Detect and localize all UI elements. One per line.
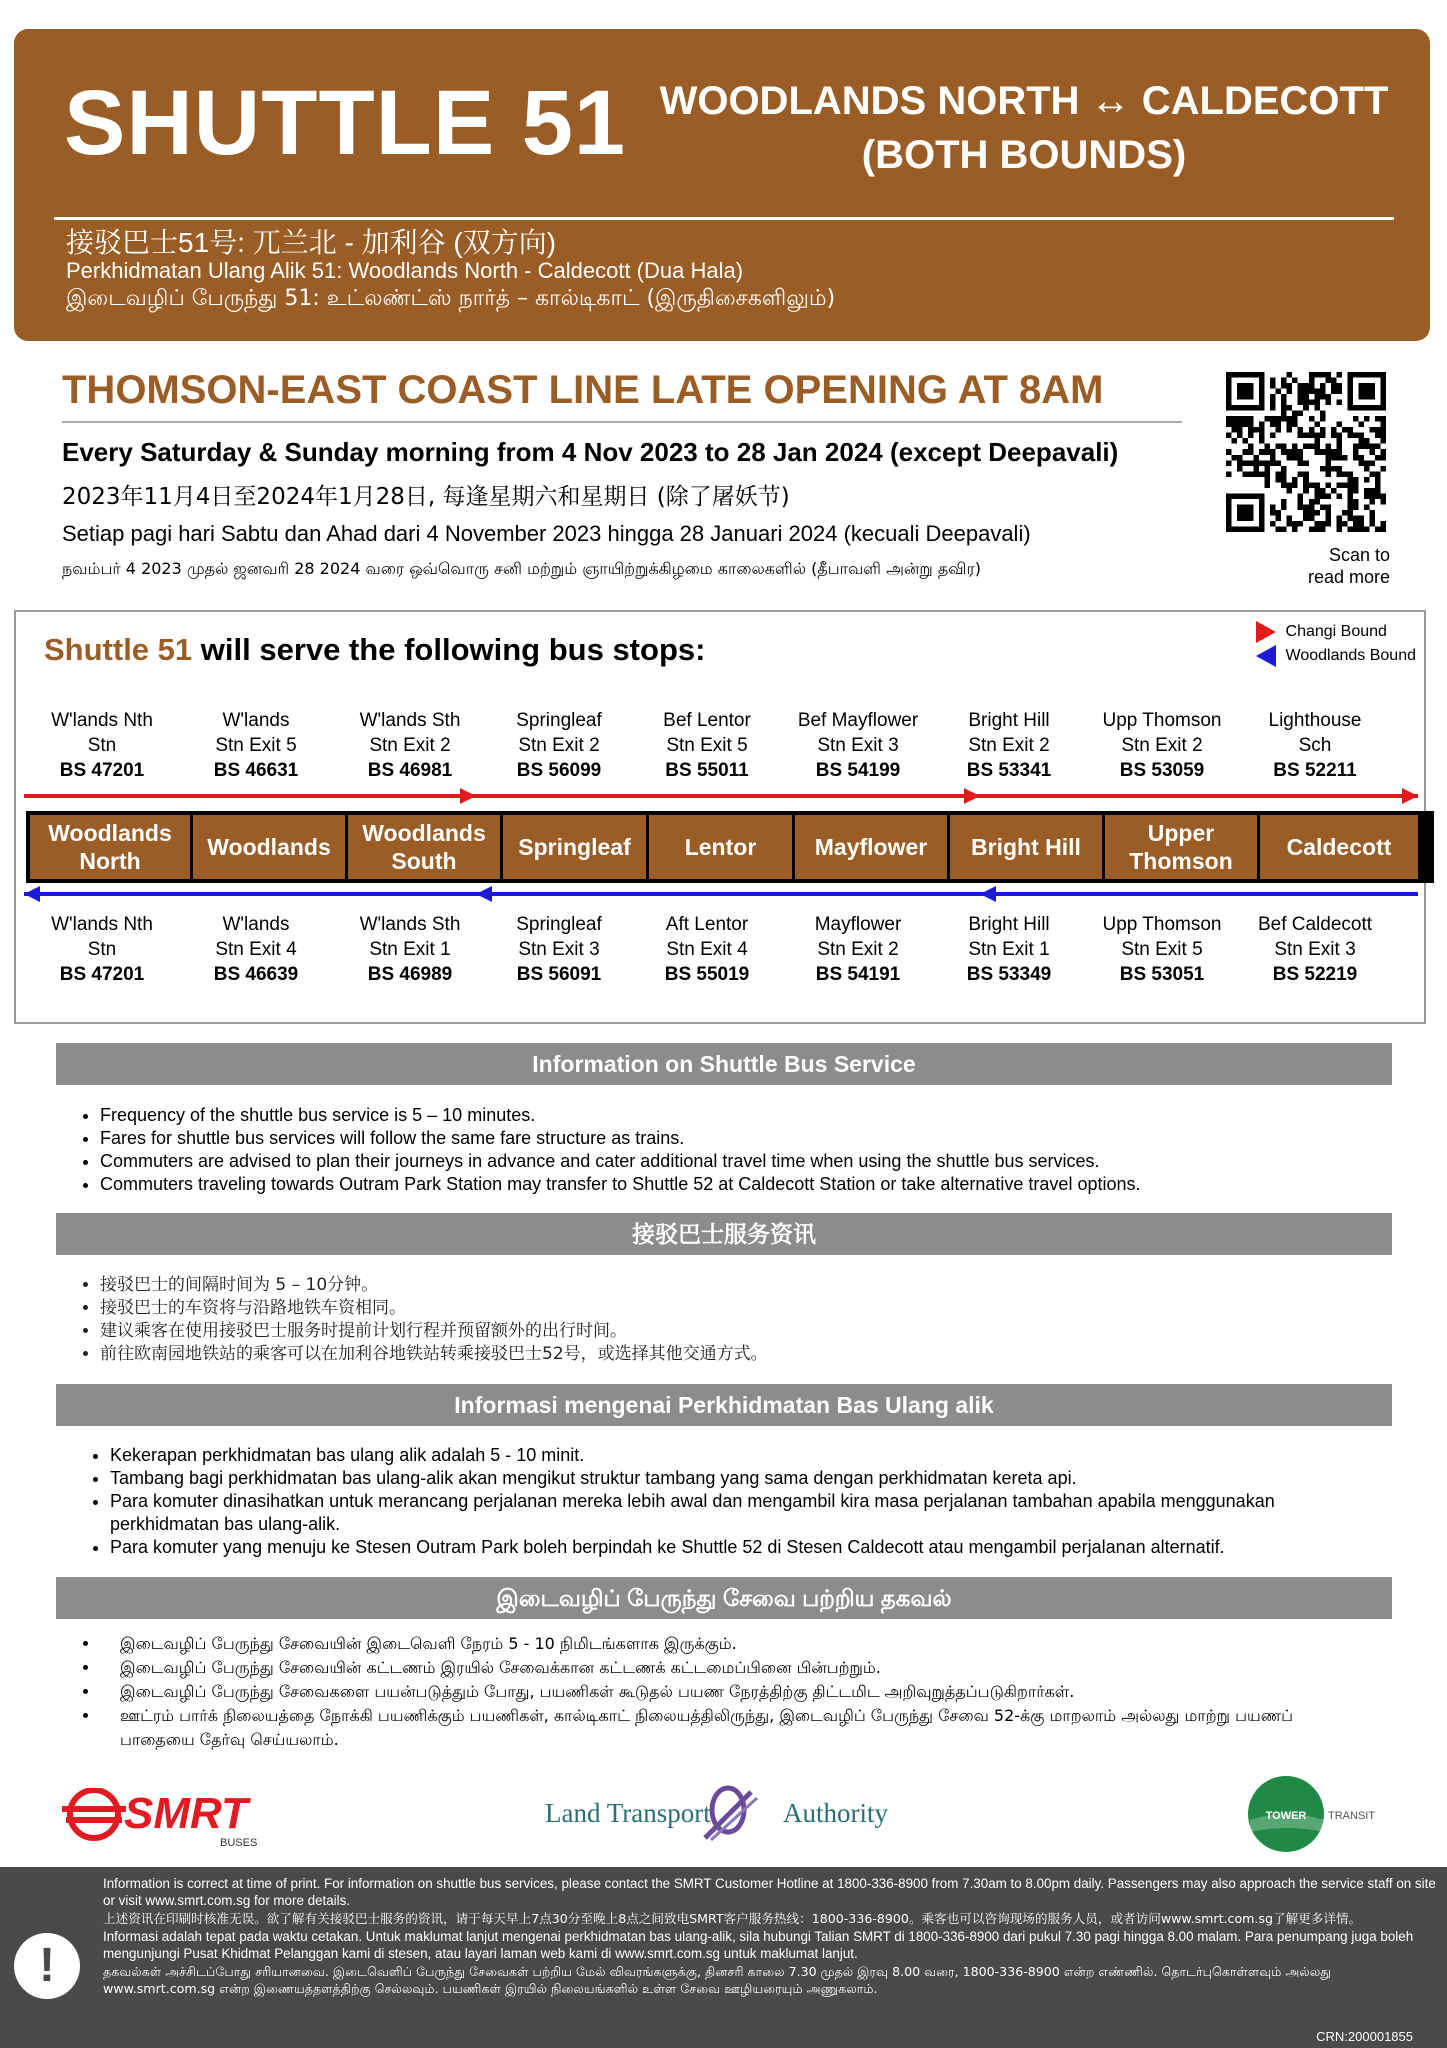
stop-code: BS 53349 — [966, 964, 1052, 985]
schedule-english: Every Saturday & Sunday morning from 4 Nov 2023 to 28 Jan 2024 (except Deepavali) — [62, 437, 1119, 467]
direction-arrowhead — [460, 788, 476, 804]
stop-exit: Stn Exit 2 — [1121, 735, 1203, 756]
stop-exit: Stn Exit 4 — [666, 939, 748, 960]
stop-name: W'lands — [222, 914, 290, 935]
stop-name: W'lands — [222, 710, 290, 731]
schedule-chinese: 2023年11月4日至2024年1月28日, 每逢星期六和星期日 (除了屠妖节) — [62, 484, 790, 510]
legend-woodlands — [1256, 644, 1416, 668]
footer-english: Information is correct at time of print. For information on shuttle bus services, please contact the SMRT Customer Hotline at 1800-336-8900 from 7.30am to 8.00pm daily. Passengers may also approach the service staff on site or visit www.smrt.com.sg for more details. — [103, 1876, 1436, 1908]
qr-caption — [1270, 544, 1390, 588]
changi-bound-stop-2 — [178, 708, 334, 783]
changi-bound-arrow-icon — [1256, 621, 1276, 643]
stop-name: Upp Thomson — [1102, 914, 1222, 935]
list-item: • Para komuter dinasihatkan untuk merancang perjalanan mereka lebih awal dan mengambil kira masa perjalanan tambahan apabila menggunakan perkhidmatan bas ulang-alik. — [110, 1490, 1380, 1536]
lta-wordmark-right: Authority — [783, 1798, 888, 1828]
info-malay-list — [90, 1444, 1380, 1559]
station-woodlands: Woodlands — [193, 815, 345, 879]
woodlands-bound-stop-8 — [1084, 912, 1240, 987]
stop-name: W'lands Sth — [359, 914, 461, 935]
list-item: • Commuters are advised to plan their journeys in advance and cater additional travel time when using the shuttle bus services. — [100, 1150, 1380, 1173]
stop-name: Bef Lentor — [663, 710, 751, 731]
info-malay-title: Informasi mengenai Perkhidmatan Bas Ulang alik — [56, 1384, 1392, 1426]
woodlands-bound-stops — [26, 912, 1416, 987]
info-english-title: Information on Shuttle Bus Service — [56, 1043, 1392, 1085]
direction-arrowhead — [980, 886, 996, 902]
stop-name: Aft Lentor — [665, 914, 749, 935]
smrt-buses-label: BUSES — [220, 1837, 258, 1849]
stop-name: Springleaf — [516, 710, 602, 731]
list-item: • இடைவழிப் பேருந்து சேவையின் இடைவெளி நேரம் 5 - 10 நிமிடங்களாக இருக்கும். — [100, 1632, 1320, 1656]
stop-code: BS 46989 — [367, 964, 453, 985]
stop-code: BS 47201 — [59, 760, 145, 781]
translated-titles — [66, 229, 835, 313]
legend-changi — [1256, 620, 1416, 644]
stop-code: BS 53059 — [1119, 760, 1205, 781]
woodlands-bound-stop-1 — [26, 912, 178, 987]
info-chinese-title: 接驳巴士服务资讯 — [56, 1213, 1392, 1255]
stop-code: BS 56091 — [516, 964, 602, 985]
stop-code: BS 54191 — [815, 964, 901, 985]
stop-code: BS 56099 — [516, 760, 602, 781]
woodlands-bound-stop-9 — [1240, 912, 1390, 987]
stop-name: Upp Thomson — [1102, 710, 1222, 731]
changi-bound-stop-5 — [632, 708, 782, 783]
station-strip — [26, 811, 1434, 883]
route-block — [639, 74, 1409, 182]
stop-exit: Stn Exit 2 — [369, 735, 451, 756]
stop-exit: Stn Exit 3 — [518, 939, 600, 960]
direction-arrowhead — [24, 886, 40, 902]
tower-transit-logo — [1246, 1772, 1386, 1861]
list-item: • Fares for shuttle bus services will follow the same fare structure as trains. — [100, 1127, 1380, 1150]
stop-code: BS 54199 — [815, 760, 901, 781]
tower-transit-logo-icon — [1246, 1772, 1386, 1856]
list-item: • இடைவழிப் பேருந்து சேவையின் கட்டணம் இரயில் சேவைக்கான கட்டணக் கட்டமைப்பினை பின்பற்றும். — [100, 1656, 1320, 1680]
lta-wordmark-left: Land Transport — [545, 1798, 711, 1828]
transit-label: TRANSIT — [1328, 1810, 1376, 1822]
lta-logo-icon — [545, 1784, 905, 1844]
route-bounds: (BOTH BOUNDS) — [861, 133, 1187, 177]
list-item: • 建议乘客在使用接驳巴士服务时提前计划行程并预留额外的出行时间。 — [100, 1320, 1380, 1343]
stop-code: BS 46981 — [367, 760, 453, 781]
woodlands-bound-stop-2 — [178, 912, 334, 987]
list-item: • Para komuter yang menuju ke Stesen Outram Park boleh berpindah ke Shuttle 52 di Stesen Caldecott atau mengambil perjalanan alternatif. — [110, 1536, 1380, 1559]
footer-malay: Informasi adalah tepat pada waktu cetakan. Untuk maklumat lanjut mengenai perkhidmatan bas ulang-alik, sila hubungi Talian SMRT di 1800-336-8900 dari pukul 7.30 pagi hingga 8.00 malam. Para penumpang juga boleh mengunjungi Pusat Khidmat Pelanggan kami di stesen, atau layari laman web kami di www.smrt.com.sg untuk maklumat lanjut. — [103, 1929, 1414, 1961]
footer-tamil: தகவல்கள் அச்சிடப்போது சரியானவை. இடைவெளிப் பேருந்து சேவைகள் பற்றிய மேல் விவரங்களுக்கு, தினசரி காலை 7.30 முதல் இரவு 8.00 வரை, 1800-336-8900 என்ற எண்ணில். தொடர்புகொள்ளவும் அல்லது www.smrt.com.sg என்ற இணையத்தளத்திற்கு செல்லவும். பயணிகள் இரயில் நிலையங்களில் உள்ள சேவை ஊழியரையும் அணுகலாம். — [103, 1964, 1332, 1996]
list-item: • ஊட்ரம் பார்க் நிலையத்தை நோக்கி பயணிக்கும் பயணிகள், கால்டிகாட் நிலையத்திலிருந்து, இடைவழிப் பேருந்து சேவை 52-க்கு மாறலாம் அல்லது மாற்று பயணப் பாதையை தேர்வு செய்யலாம். — [100, 1704, 1320, 1752]
info-tamil-list — [80, 1632, 1320, 1752]
route-name: WOODLANDS NORTH ↔ CALDECOTT — [659, 79, 1389, 123]
crn-number: CRN:200001855 — [1316, 2029, 1413, 2044]
list-item: • இடைவழிப் பேருந்து சேவைகளை பயன்படுத்தும் போது, பயணிகள் கூடுதல் பயண நேரத்திற்கு திட்டமிட அறிவுறுத்தப்படுகிறார்கள். — [100, 1680, 1320, 1704]
direction-arrowhead — [1402, 788, 1418, 804]
service-title: SHUTTLE 51 — [64, 72, 627, 174]
qr-caption-line-2: read more — [1307, 567, 1390, 587]
changi-bound-stop-7 — [934, 708, 1084, 783]
changi-bound-stop-4 — [486, 708, 632, 783]
late-opening-title: THOMSON-EAST COAST LINE LATE OPENING AT 8AM — [62, 368, 1182, 423]
station-caldecott: Caldecott — [1260, 815, 1418, 879]
stop-exit: Stn Exit 1 — [369, 939, 451, 960]
stop-exit: Stn Exit 2 — [817, 939, 899, 960]
smrt-wordmark: SMRT — [124, 1789, 248, 1838]
station-bright-hill: Bright Hill — [950, 815, 1102, 879]
title-chinese: 接驳巴士51号: 兀兰北 - 加利谷 (双方向) — [66, 227, 557, 258]
stop-exit: Stn Exit 3 — [817, 735, 899, 756]
qr-code-icon[interactable] — [1226, 372, 1386, 532]
alert-icon: ! — [14, 1933, 80, 1999]
late-opening-notice — [62, 368, 1182, 580]
woodlands-bound-stop-6 — [782, 912, 934, 987]
station-upper-thomson: Upper Thomson — [1105, 815, 1257, 879]
schedule-malay: Setiap pagi hari Sabtu dan Ahad dari 4 November 2023 hingga 28 Januari 2024 (kecuali Deepavali) — [62, 521, 1031, 546]
stop-exit: Stn Exit 5 — [666, 735, 748, 756]
stop-name: W'lands Sth — [359, 710, 461, 731]
stop-code: BS 55011 — [665, 760, 749, 781]
changi-bound-stop-3 — [334, 708, 486, 783]
list-item: • 接驳巴士的间隔时间为 5 – 10分钟。 — [100, 1274, 1380, 1297]
woodlands-bound-stop-3 — [334, 912, 486, 987]
legend-changi-label: Changi Bound — [1285, 623, 1387, 640]
stop-code: BS 47201 — [59, 964, 145, 985]
stop-exit: Stn Exit 5 — [215, 735, 297, 756]
stop-name: Bright Hill — [968, 710, 1050, 731]
stop-exit: Sch — [1298, 735, 1332, 756]
station-lentor: Lentor — [649, 815, 792, 879]
stop-code: BS 55019 — [664, 964, 750, 985]
header-divider — [54, 217, 1394, 220]
list-item: • Tambang bagi perkhidmatan bas ulang-alik akan mengikut struktur tambang yang sama dengan perkhidmatan kereta api. — [110, 1467, 1380, 1490]
changi-bound-stop-1 — [26, 708, 178, 783]
list-item: • Commuters traveling towards Outram Park Station may transfer to Shuttle 52 at Caldecott Station or take alternative travel options. — [100, 1173, 1380, 1196]
changi-bound-stop-8 — [1084, 708, 1240, 783]
legend-woodlands-label: Woodlands Bound — [1285, 647, 1416, 664]
stop-code: BS 46631 — [213, 760, 299, 781]
schedule-tamil: நவம்பர் 4 2023 முதல் ஜனவரி 28 2024 வரை ஒவ்வொரு சனி மற்றும் ஞாயிற்றுக்கிழமை காலைகளில் (தீபாவளி அன்று தவிர) — [62, 559, 981, 578]
stop-exit: Stn — [87, 939, 117, 960]
footer-text — [103, 1875, 1438, 1998]
qr-caption-line-1: Scan to — [1328, 545, 1390, 565]
stop-name: Bright Hill — [968, 914, 1050, 935]
list-item: • 接驳巴士的车资将与沿路地铁车资相同。 — [100, 1297, 1380, 1320]
stop-code: BS 52219 — [1272, 964, 1358, 985]
stops-heading-brand: Shuttle 51 — [44, 632, 193, 667]
woodlands-bound-stop-7 — [934, 912, 1084, 987]
tower-label: TOWER — [1265, 1810, 1307, 1822]
stop-exit: Stn Exit 2 — [968, 735, 1050, 756]
changi-bound-stops — [26, 708, 1416, 783]
stop-name: Bef Mayflower — [797, 710, 919, 731]
info-english-list — [80, 1104, 1380, 1196]
stop-code: BS 53341 — [966, 760, 1052, 781]
station-woodlands-south: Woodlands South — [348, 815, 500, 879]
stop-exit: Stn Exit 2 — [518, 735, 600, 756]
title-tamil: இடைவழிப் பேருந்து 51: உட்லண்ட்ஸ் நார்த் – கால்டிகாட் (இருதிசைகளிலும்) — [66, 286, 836, 311]
bus-stops-panel — [14, 610, 1426, 1024]
station-springleaf: Springleaf — [503, 815, 646, 879]
footer — [0, 1867, 1447, 2048]
station-woodlands-north: Woodlands North — [30, 815, 190, 879]
lta-logo — [545, 1784, 905, 1849]
stop-name: Bef Caldecott — [1257, 914, 1373, 935]
smrt-logo — [60, 1788, 290, 1855]
list-item: • Kekerapan perkhidmatan bas ulang alik adalah 5 - 10 minit. — [110, 1444, 1380, 1467]
direction-legend — [1256, 620, 1416, 668]
woodlands-bound-line — [24, 886, 1418, 902]
woodlands-bound-stop-4 — [486, 912, 632, 987]
stops-heading — [44, 632, 705, 668]
stop-exit: Stn Exit 1 — [968, 939, 1050, 960]
direction-arrowhead — [964, 788, 980, 804]
stop-code: BS 53051 — [1119, 964, 1205, 985]
station-mayflower: Mayflower — [795, 815, 947, 879]
stop-name: Mayflower — [814, 914, 902, 935]
stop-name: W'lands Nth — [51, 914, 153, 935]
stop-name: Springleaf — [516, 914, 602, 935]
stop-name: Lighthouse — [1268, 710, 1362, 731]
stop-name: W'lands Nth — [51, 710, 153, 731]
changi-bound-stop-9 — [1240, 708, 1390, 783]
woodlands-bound-arrow-icon — [1256, 645, 1276, 667]
stop-exit: Stn Exit 3 — [1274, 939, 1356, 960]
footer-chinese: 上述资讯在印刷时核准无误。欲了解有关接驳巴士服务的资讯，请于每天早上7点30分至晚上8点之间致电SMRT客户服务热线：1800-336-8900。乘客也可以咨询现场的服务人员，或者访问www.smrt.com.sg了解更多详情。 — [103, 1911, 1362, 1926]
info-chinese-list — [80, 1274, 1380, 1366]
changi-bound-line — [24, 788, 1418, 804]
woodlands-bound-stop-5 — [632, 912, 782, 987]
stops-heading-text: will serve the following bus stops: — [192, 632, 706, 667]
stop-exit: Stn — [87, 735, 117, 756]
title-malay: Perkhidmatan Ulang Alik 51: Woodlands North - Caldecott (Dua Hala) — [66, 258, 744, 283]
info-tamil-title: இடைவழிப் பேருந்து சேவை பற்றிய தகவல் — [56, 1577, 1392, 1619]
header-banner — [14, 29, 1430, 341]
list-item: • Frequency of the shuttle bus service is 5 – 10 minutes. — [100, 1104, 1380, 1127]
stop-code: BS 46639 — [213, 964, 299, 985]
changi-bound-stop-6 — [782, 708, 934, 783]
stop-code: BS 52211 — [1273, 760, 1357, 781]
smrt-logo-icon — [60, 1788, 290, 1850]
stop-exit: Stn Exit 5 — [1121, 939, 1203, 960]
stop-exit: Stn Exit 4 — [215, 939, 297, 960]
list-item: • 前往欧南园地铁站的乘客可以在加利谷地铁站转乘接驳巴士52号，或选择其他交通方式。 — [100, 1343, 1380, 1366]
direction-arrowhead — [476, 886, 492, 902]
